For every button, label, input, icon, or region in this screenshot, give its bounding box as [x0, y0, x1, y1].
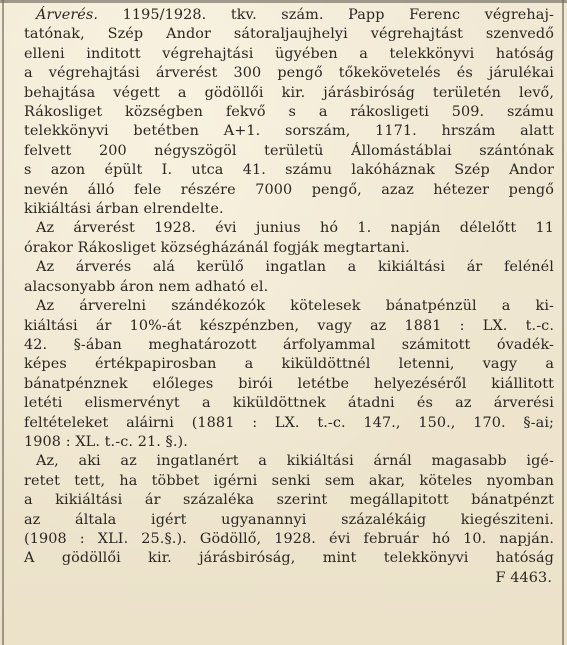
notice-line: behajtása végett a gödöllői kir. járásbiróság területén levő, [24, 84, 554, 101]
notice-line: a végrehajtási árverést 300 pengő tőkekövetelés és járulékai [24, 65, 554, 82]
notice-line: az általa igért ugyanannyi százalékáig kiegésziteni. [24, 511, 554, 528]
notice-line: Az árverelni szándékozók kötelesek bánatpénzül a ki- [36, 298, 554, 315]
auction-notice [24, 6, 554, 588]
notice-reference-number: F 4463. [495, 569, 552, 586]
notice-line: nevén álló fele részére 7000 pengő, azaz hétezer pengő [24, 181, 554, 198]
notice-lead-word: Árverés. [36, 7, 99, 23]
notice-line: tatónak, Szép Andor sátoraljaujhelyi végrehajtást szenvedő [24, 26, 554, 43]
notice-line: telekkönyvi betétben A+1. sorszám, 1171. hrszám alatt [24, 123, 554, 140]
notice-line: retet tett, ha többet igérni senki sem akar, köteles nyomban [24, 472, 554, 489]
notice-line: letéti elismervényt a kiküldöttnek átadni és az árverési [24, 395, 554, 412]
notice-line: 42. §-ában meghatározott árfolyammal számitott óvadék- [24, 336, 554, 353]
notice-line: elleni inditott végrehajtási ügyében a telekkönyvi hatóság [24, 45, 554, 62]
notice-line: feltételeket aláirni (1881 : LX. t.-c. 147., 150., 170. §-ai; [24, 414, 554, 431]
notice-line: s azon épült I. utca 41. számu lakóháznak Szép Andor [24, 162, 554, 179]
notice-line: (1908 : XLI. 25.§.). Gödöllő, 1928. évi február hó 10. napján. [24, 530, 554, 547]
right-rule [562, 0, 564, 645]
notice-line: alacsonyabb áron nem adható el. [24, 278, 269, 295]
left-rule [2, 0, 4, 645]
notice-line: órakor Rákosliget községházánál fogják megtartani. [24, 239, 410, 256]
notice-line: képes értékpapirosban a kiküldöttnél letenni, vagy a [24, 356, 554, 373]
notice-line: kikiáltási árban elrendelte. [24, 201, 224, 218]
notice-line: kiáltási ár 10%-át készpénzben, vagy az 1881 : LX. t.-c. [24, 317, 554, 334]
top-rule [0, 0, 567, 3]
notice-line: Rákosliget községben fekvő s a rákosligeti 509. számu [24, 104, 554, 121]
notice-line: Az, aki az ingatlanért a kikiáltási árnál magasabb igé- [36, 453, 554, 470]
notice-line: bánatpénznek előleges birói letétbe helyezéséről kiállitott [24, 375, 554, 392]
notice-line: Az árverés alá kerülő ingatlan a kikiáltási ár felénél [36, 259, 554, 276]
notice-line: A gödöllői kir. járásbiróság, mint telekkönyvi hatóság [24, 550, 554, 567]
notice-line: Az árverést 1928. évi junius hó 1. napján délelőtt 11 [36, 220, 554, 237]
notice-line: a kikiáltási ár százaléka szerint megállapitott bánatpénzt [24, 492, 554, 509]
notice-line: felvett 200 négyszögöl területü Állomástáblai szántónak [24, 142, 554, 159]
notice-line: Árverés. 1195/1928. tkv. szám. Papp Ferenc végrehaj- [36, 7, 554, 23]
notice-line: 1908 : XL. t.-c. 21. §.). [24, 433, 188, 450]
